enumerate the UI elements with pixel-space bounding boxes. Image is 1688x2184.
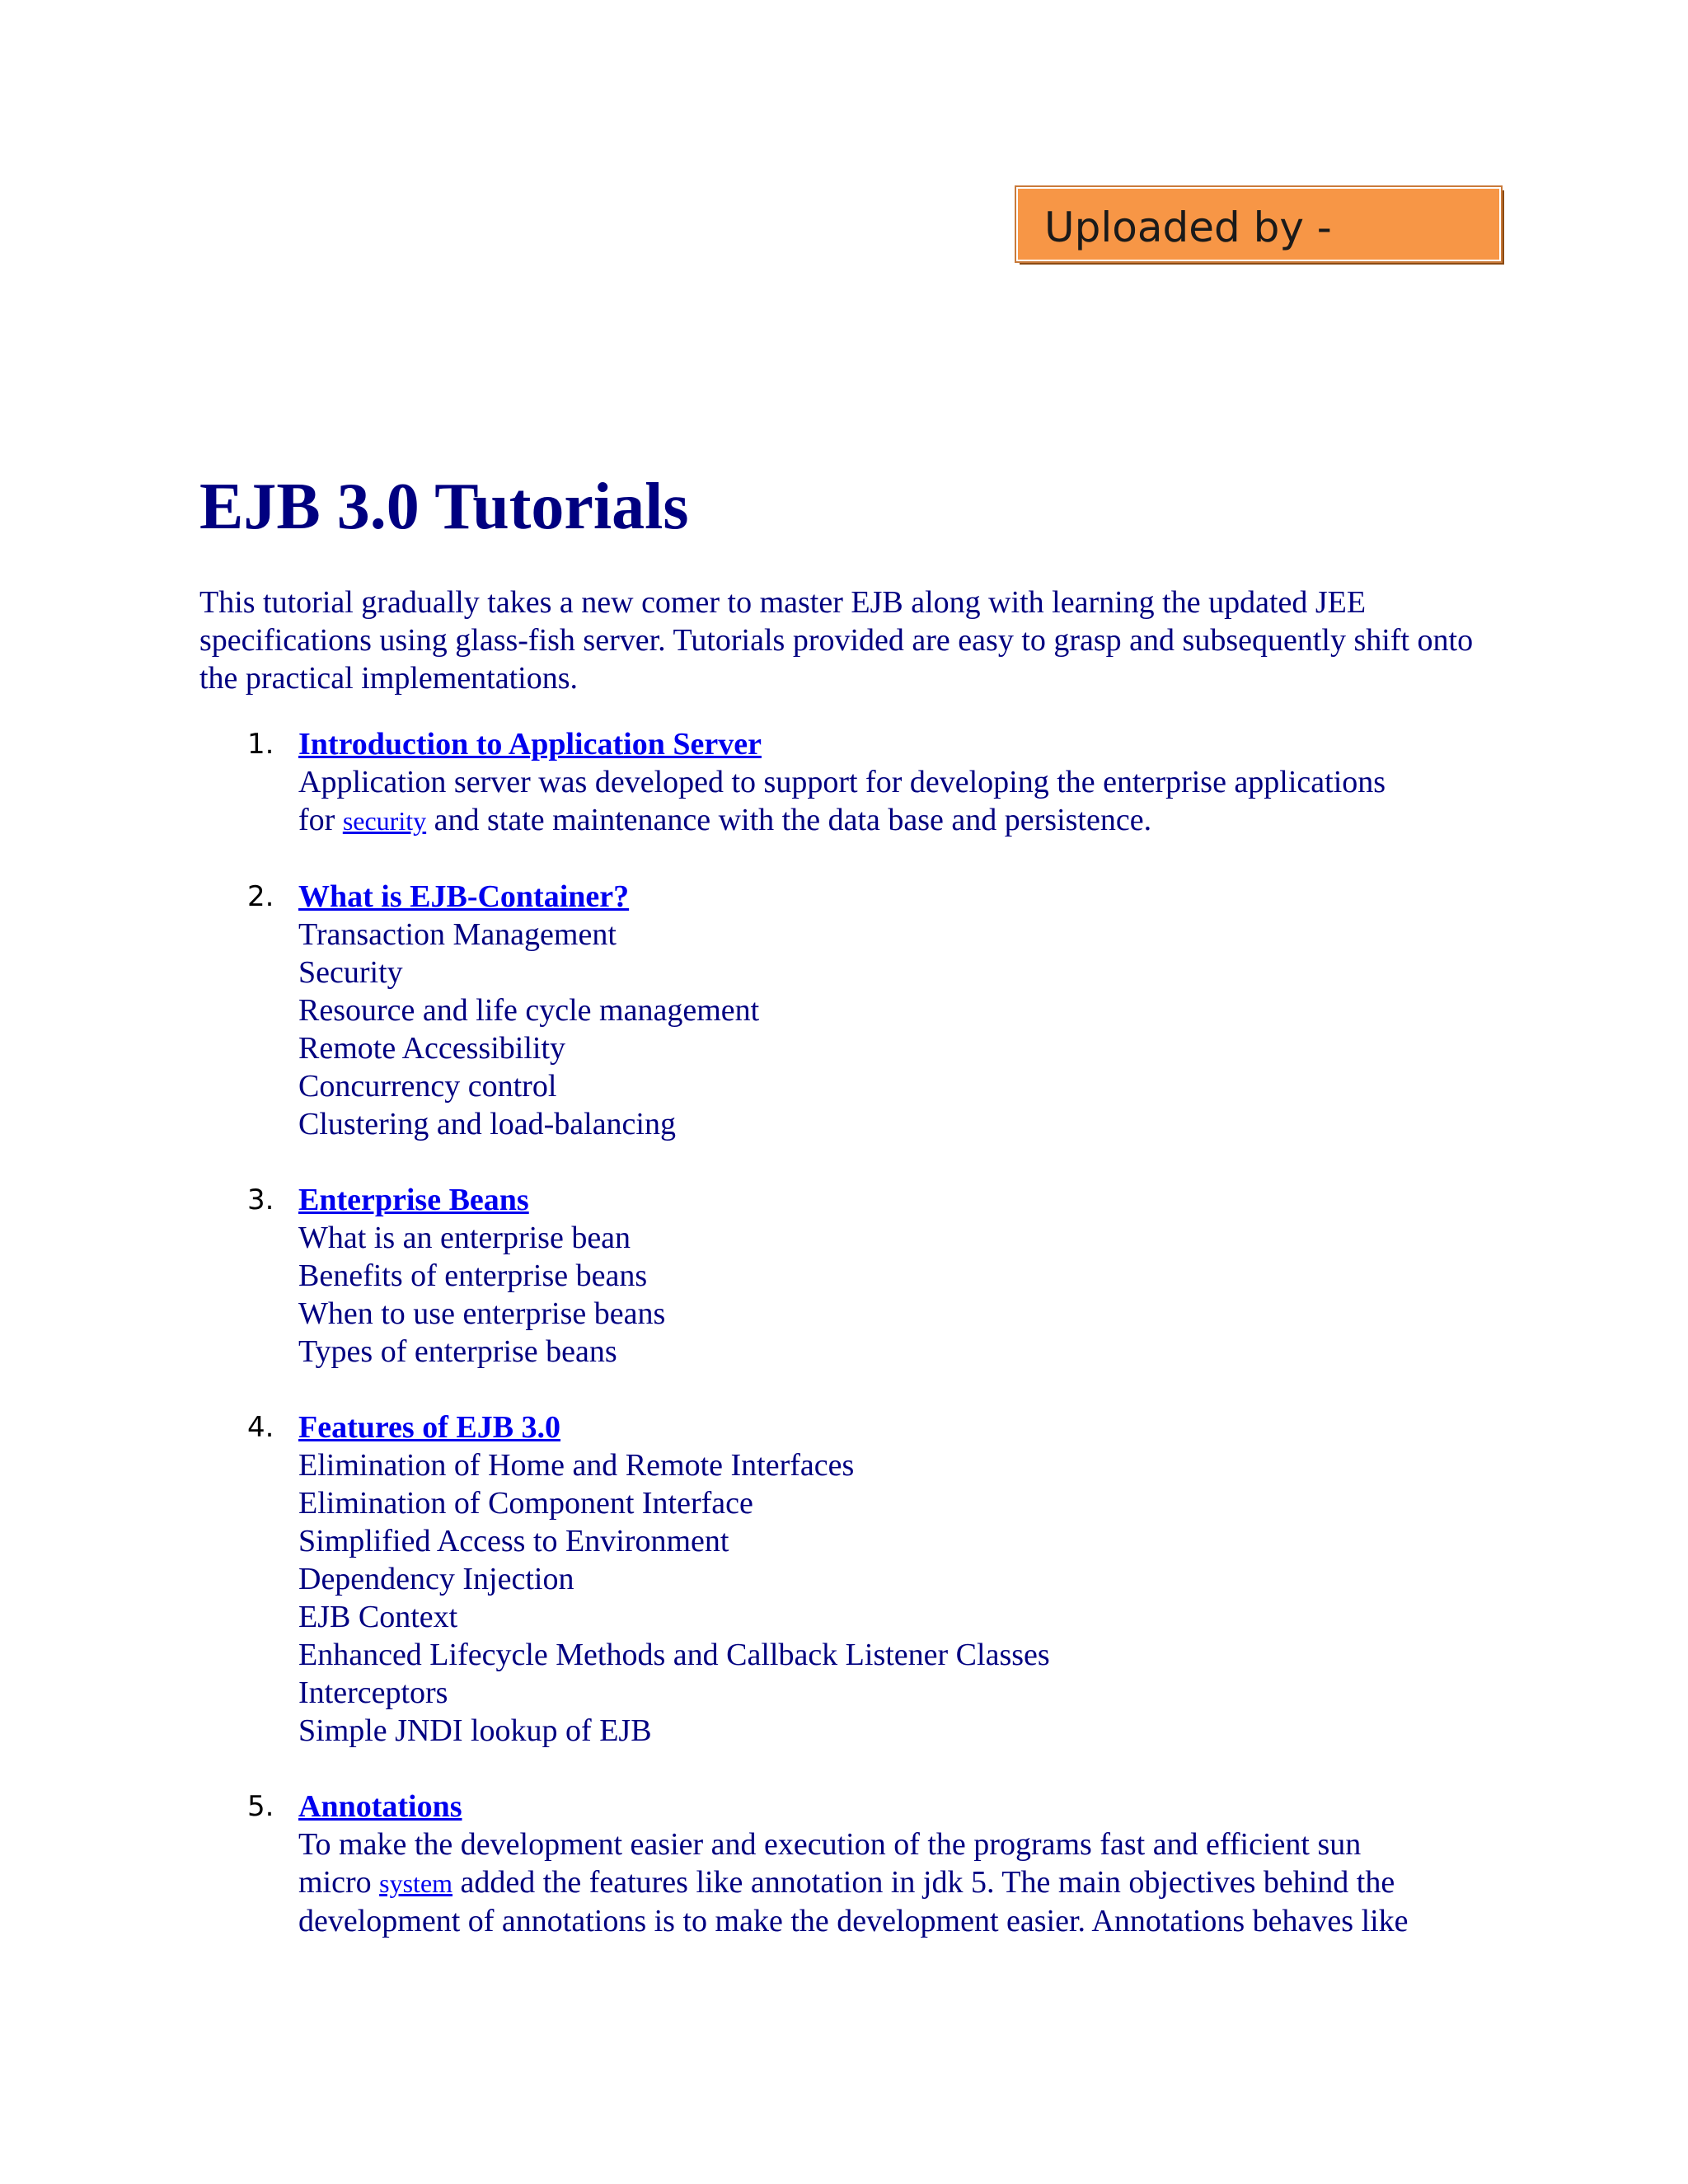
item-description: added the features like annotation in jdk 5. The main objectives behind the (452, 1865, 1395, 1900)
list-number: 1. (247, 728, 274, 761)
sub-item: Simple JNDI lookup of EJB (298, 1713, 652, 1748)
link-security[interactable]: security (342, 806, 427, 836)
link-system[interactable]: system (379, 1868, 453, 1898)
sub-item: Elimination of Home and Remote Interfaces (298, 1448, 855, 1483)
list-number: 3. (247, 1183, 274, 1216)
sub-item: Types of enterprise beans (298, 1334, 617, 1369)
document-body (199, 462, 1518, 1978)
list-item (199, 1181, 1518, 1371)
sub-item: EJB Context (298, 1600, 458, 1634)
item-description: and state maintenance with the data base and persistence. (426, 803, 1152, 837)
sub-item: What is an enterprise bean (298, 1221, 631, 1255)
item-description: Application server was developed to support for developing the enterprise applications (298, 765, 1386, 799)
sub-item: Interceptors (298, 1675, 448, 1710)
intro-paragraph: This tutorial gradually takes a new comer to master EJB along with learning the updated JEE specifications using glass-fish server. Tutorials provided are easy to grasp and subsequently shift onto the practical implementations. (199, 585, 1474, 696)
link-intro-application-server[interactable]: Introduction to Application Server (298, 727, 762, 762)
sub-item: Security (298, 955, 403, 990)
link-enterprise-beans[interactable]: Enterprise Beans (298, 1183, 529, 1217)
sub-item: When to use enterprise beans (298, 1296, 666, 1331)
sub-item: Clustering and load-balancing (298, 1107, 676, 1141)
sub-item: Resource and life cycle management (298, 993, 760, 1028)
sub-item: Enhanced Lifecycle Methods and Callback Listener Classes (298, 1638, 1050, 1672)
list-item (199, 878, 1518, 1143)
page-title: EJB 3.0 Tutorials (199, 471, 689, 543)
sub-item: Remote Accessibility (298, 1031, 566, 1066)
list-number: 5. (247, 1790, 274, 1823)
item-description: To make the development easier and execution of the programs fast and efficient sun (298, 1827, 1362, 1862)
link-annotations[interactable]: Annotations (298, 1789, 462, 1824)
sub-item: Simplified Access to Environment (298, 1524, 729, 1558)
item-description: micro (298, 1865, 380, 1900)
item-description: development of annotations is to make the development easier. Annotations behaves like (298, 1904, 1409, 1938)
list-item (199, 1408, 1518, 1750)
list-item (199, 1788, 1518, 1940)
link-ejb-container[interactable]: What is EJB-Container? (298, 879, 630, 914)
sub-item: Concurrency control (298, 1069, 557, 1104)
list-item (199, 725, 1518, 840)
link-features-ejb3[interactable]: Features of EJB 3.0 (298, 1410, 561, 1445)
tutorial-list (199, 725, 1518, 1940)
sub-item: Dependency Injection (298, 1562, 574, 1596)
list-number: 2. (247, 880, 274, 913)
sub-item: Transaction Management (298, 917, 617, 952)
sub-item: Elimination of Component Interface (298, 1486, 753, 1521)
item-description: for (298, 803, 343, 837)
sub-item: Benefits of enterprise beans (298, 1258, 648, 1293)
list-number: 4. (247, 1411, 274, 1444)
uploaded-by-badge: Uploaded by - (1016, 187, 1501, 261)
